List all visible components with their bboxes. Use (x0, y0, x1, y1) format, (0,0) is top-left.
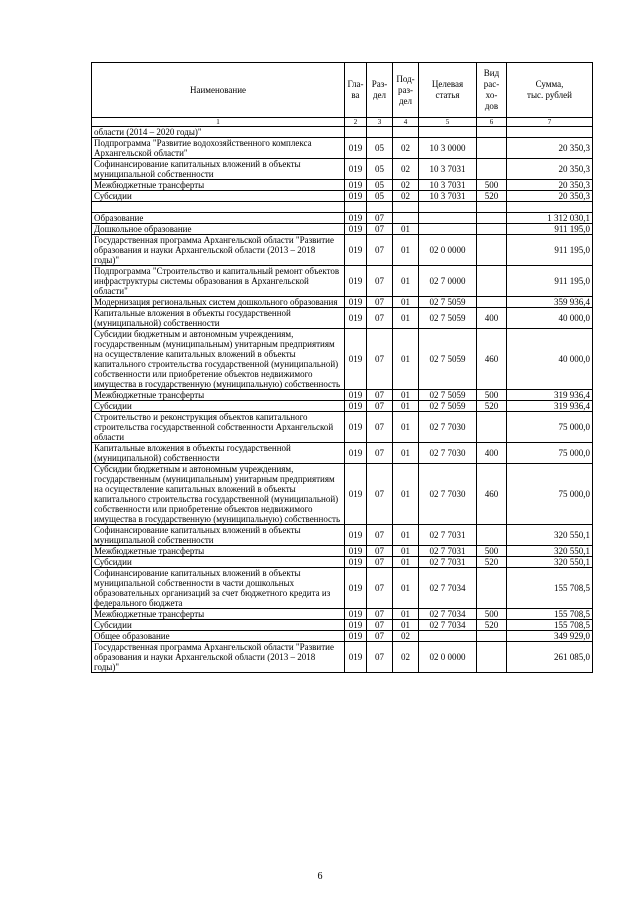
row-chapter: 019 (345, 642, 367, 673)
row-expense-type (477, 235, 507, 266)
row-section: 07 (367, 412, 393, 443)
row-expense-type: 500 (477, 546, 507, 557)
row-name: Софинансирование капитальных вложений в объекты муниципальной собственности в части дошкольных образовательных организаций за счет бюджетного кредита из федерального бюджета (92, 568, 345, 609)
row-section: 05 (367, 180, 393, 191)
row-expense-type: 400 (477, 443, 507, 464)
row-name: Государственная программа Архангельской области "Развитие образования и науки Архангельской области (2013 – 2018 годы)" (92, 642, 345, 673)
row-expense-type (477, 127, 507, 138)
row-sum: 40 000,0 (507, 308, 593, 329)
row-target: 02 7 7031 (419, 546, 477, 557)
row-expense-type (477, 266, 507, 297)
row-expense-type: 500 (477, 609, 507, 620)
row-section (367, 127, 393, 138)
budget-table (91, 62, 593, 673)
row-name: Субсидии (92, 620, 345, 631)
row-sum: 1 312 030,1 (507, 213, 593, 224)
row-target (419, 631, 477, 642)
row-expense-type: 520 (477, 620, 507, 631)
row-section: 07 (367, 266, 393, 297)
row-name: Межбюджетные трансферты (92, 609, 345, 620)
table-body (92, 127, 593, 673)
row-name: Модернизация региональных систем дошкольного образования (92, 297, 345, 308)
row-subsection: 01 (393, 308, 419, 329)
row-sum: 75 000,0 (507, 412, 593, 443)
row-target: 02 7 0000 (419, 266, 477, 297)
row-chapter: 019 (345, 525, 367, 546)
row-chapter: 019 (345, 191, 367, 202)
row-name: Строительство и реконструкция объектов капитального строительства государственной собственности Архангельской области (92, 412, 345, 443)
row-sum: 20 350,3 (507, 191, 593, 202)
row-sum: 911 195,0 (507, 235, 593, 266)
table-row (92, 631, 593, 642)
row-target: 02 7 7034 (419, 568, 477, 609)
row-chapter: 019 (345, 557, 367, 568)
row-sum: 20 350,3 (507, 159, 593, 180)
table-row (92, 308, 593, 329)
column-number: 6 (477, 118, 507, 127)
row-expense-type (477, 202, 507, 213)
row-chapter: 019 (345, 329, 367, 390)
row-name: области (2014 – 2020 годы)" (92, 127, 345, 138)
table-row (92, 609, 593, 620)
row-chapter: 019 (345, 401, 367, 412)
header-target: Целевая статья (419, 63, 477, 118)
column-number: 4 (393, 118, 419, 127)
row-expense-type: 520 (477, 557, 507, 568)
row-chapter: 019 (345, 266, 367, 297)
row-name: Образование (92, 213, 345, 224)
page-number: 6 (317, 871, 323, 882)
row-subsection (393, 127, 419, 138)
row-expense-type (477, 159, 507, 180)
row-sum: 320 550,1 (507, 525, 593, 546)
row-subsection: 01 (393, 224, 419, 235)
row-section: 07 (367, 568, 393, 609)
row-chapter: 019 (345, 464, 367, 525)
row-name: Межбюджетные трансферты (92, 180, 345, 191)
row-name: Субсидии (92, 191, 345, 202)
row-expense-type: 520 (477, 191, 507, 202)
row-chapter: 019 (345, 235, 367, 266)
row-name: Субсидии бюджетным и автономным учреждениям, государственным (муниципальным) унитарным предприятиям на осуществление капитальных вложений в объекты капитального строительства государственной (муниципальной) собственности или приобретение объектов недвижимого имущества в государственную (муниципальную) собственность (92, 329, 345, 390)
row-subsection: 01 (393, 329, 419, 390)
header-name: Наименование (92, 63, 345, 118)
row-subsection: 01 (393, 443, 419, 464)
table-row (92, 138, 593, 159)
row-name: Межбюджетные трансферты (92, 390, 345, 401)
header-chapter: Гла- ва (345, 63, 367, 118)
row-chapter: 019 (345, 546, 367, 557)
row-sum: 20 350,3 (507, 138, 593, 159)
row-expense-type: 460 (477, 329, 507, 390)
row-section: 07 (367, 329, 393, 390)
row-target: 02 7 5059 (419, 329, 477, 390)
row-sum: 40 000,0 (507, 329, 593, 390)
row-name: Капитальные вложения в объекты государственной (муниципальной) собственности (92, 308, 345, 329)
row-section (367, 202, 393, 213)
row-name: Подпрограмма "Развитие водохозяйственного комплекса Архангельской области" (92, 138, 345, 159)
row-subsection: 01 (393, 464, 419, 525)
row-section: 07 (367, 308, 393, 329)
row-chapter (345, 202, 367, 213)
row-sum: 349 929,0 (507, 631, 593, 642)
row-subsection: 01 (393, 235, 419, 266)
row-name: Межбюджетные трансферты (92, 546, 345, 557)
column-number-row (92, 118, 593, 127)
row-expense-type (477, 642, 507, 673)
row-section: 07 (367, 609, 393, 620)
table-row (92, 191, 593, 202)
row-expense-type: 500 (477, 390, 507, 401)
row-target: 02 7 5059 (419, 401, 477, 412)
table-row (92, 412, 593, 443)
row-section: 07 (367, 401, 393, 412)
table-row (92, 525, 593, 546)
row-target (419, 127, 477, 138)
row-subsection: 01 (393, 390, 419, 401)
row-chapter: 019 (345, 443, 367, 464)
row-sum: 75 000,0 (507, 443, 593, 464)
row-chapter: 019 (345, 308, 367, 329)
table-row (92, 642, 593, 673)
table-row (92, 297, 593, 308)
row-sum (507, 202, 593, 213)
row-name (92, 202, 345, 213)
row-target: 02 7 5059 (419, 390, 477, 401)
row-chapter (345, 127, 367, 138)
row-target: 02 7 7031 (419, 557, 477, 568)
row-section: 07 (367, 546, 393, 557)
row-target: 02 7 7030 (419, 412, 477, 443)
row-subsection: 01 (393, 401, 419, 412)
row-subsection: 02 (393, 180, 419, 191)
table-row (92, 235, 593, 266)
row-subsection: 01 (393, 525, 419, 546)
row-target: 10 3 7031 (419, 159, 477, 180)
row-target: 02 0 0000 (419, 642, 477, 673)
row-sum: 320 550,1 (507, 557, 593, 568)
row-subsection: 02 (393, 631, 419, 642)
row-target: 02 0 0000 (419, 235, 477, 266)
table-row (92, 224, 593, 235)
row-expense-type (477, 297, 507, 308)
row-subsection: 01 (393, 620, 419, 631)
row-section: 07 (367, 443, 393, 464)
table-row (92, 127, 593, 138)
row-subsection (393, 213, 419, 224)
row-expense-type (477, 224, 507, 235)
row-target: 02 7 7034 (419, 620, 477, 631)
row-chapter: 019 (345, 609, 367, 620)
row-chapter: 019 (345, 213, 367, 224)
row-name: Субсидии (92, 557, 345, 568)
row-section: 07 (367, 390, 393, 401)
row-target: 02 7 7031 (419, 525, 477, 546)
column-number: 3 (367, 118, 393, 127)
row-target (419, 202, 477, 213)
row-chapter: 019 (345, 631, 367, 642)
table-row (92, 159, 593, 180)
row-sum: 75 000,0 (507, 464, 593, 525)
row-name: Субсидии бюджетным и автономным учреждениям, государственным (муниципальным) унитарным предприятиям на осуществление капитальных вложений в объекты капитального строительства государственной (муниципальной) собственности или приобретение объектов недвижимого имущества в государственную (муниципальную) собственность (92, 464, 345, 525)
header-section: Раз- дел (367, 63, 393, 118)
row-expense-type: 400 (477, 308, 507, 329)
table-row (92, 390, 593, 401)
budget-table-container (91, 62, 592, 673)
row-section: 05 (367, 138, 393, 159)
row-expense-type (477, 525, 507, 546)
row-name: Общее образование (92, 631, 345, 642)
row-target: 02 7 5059 (419, 297, 477, 308)
row-chapter: 019 (345, 180, 367, 191)
table-row (92, 401, 593, 412)
table-row (92, 464, 593, 525)
row-target: 02 7 7030 (419, 443, 477, 464)
row-section: 05 (367, 159, 393, 180)
row-target: 10 3 7031 (419, 191, 477, 202)
row-subsection: 02 (393, 191, 419, 202)
row-target: 02 7 7030 (419, 464, 477, 525)
row-section: 05 (367, 191, 393, 202)
row-expense-type: 520 (477, 401, 507, 412)
column-number: 1 (92, 118, 345, 127)
row-subsection: 02 (393, 642, 419, 673)
row-subsection (393, 202, 419, 213)
header-sum: Сумма, тыс. рублей (507, 63, 593, 118)
row-sum: 155 708,5 (507, 568, 593, 609)
row-name: Государственная программа Архангельской области "Развитие образования и науки Архангельской области (2013 – 2018 годы)" (92, 235, 345, 266)
row-sum: 261 085,0 (507, 642, 593, 673)
row-section: 07 (367, 620, 393, 631)
row-expense-type (477, 213, 507, 224)
column-number: 7 (507, 118, 593, 127)
row-section: 07 (367, 235, 393, 266)
table-row (92, 557, 593, 568)
row-expense-type (477, 412, 507, 443)
row-subsection: 01 (393, 557, 419, 568)
column-number: 5 (419, 118, 477, 127)
row-expense-type (477, 568, 507, 609)
row-chapter: 019 (345, 159, 367, 180)
table-row (92, 202, 593, 213)
row-subsection: 01 (393, 609, 419, 620)
column-number: 2 (345, 118, 367, 127)
row-chapter: 019 (345, 620, 367, 631)
row-name: Дошкольное образование (92, 224, 345, 235)
row-name: Капитальные вложения в объекты государственной (муниципальной) собственности (92, 443, 345, 464)
row-name: Подпрограмма "Строительство и капитальный ремонт объектов инфраструктуры системы образования в Архангельской области" (92, 266, 345, 297)
row-section: 07 (367, 297, 393, 308)
row-expense-type: 500 (477, 180, 507, 191)
row-chapter: 019 (345, 412, 367, 443)
row-sum: 911 195,0 (507, 224, 593, 235)
header-row (92, 63, 593, 118)
table-row (92, 568, 593, 609)
table-row (92, 546, 593, 557)
row-chapter: 019 (345, 224, 367, 235)
table-row (92, 620, 593, 631)
table-row (92, 329, 593, 390)
row-sum: 359 936,4 (507, 297, 593, 308)
table-row (92, 213, 593, 224)
row-subsection: 01 (393, 266, 419, 297)
header-subsection: Под- раз- дел (393, 63, 419, 118)
row-sum: 911 195,0 (507, 266, 593, 297)
row-sum: 155 708,5 (507, 620, 593, 631)
row-sum: 319 936,4 (507, 401, 593, 412)
row-sum: 155 708,5 (507, 609, 593, 620)
row-sum (507, 127, 593, 138)
row-section: 07 (367, 642, 393, 673)
row-name: Софинансирование капитальных вложений в объекты муниципальной собственности (92, 159, 345, 180)
row-target (419, 224, 477, 235)
row-target: 02 7 7034 (419, 609, 477, 620)
row-expense-type: 460 (477, 464, 507, 525)
row-sum: 319 936,4 (507, 390, 593, 401)
row-name: Софинансирование капитальных вложений в объекты муниципальной собственности (92, 525, 345, 546)
row-section: 07 (367, 464, 393, 525)
row-expense-type (477, 631, 507, 642)
row-chapter: 019 (345, 568, 367, 609)
row-target: 10 3 7031 (419, 180, 477, 191)
row-subsection: 01 (393, 297, 419, 308)
row-expense-type (477, 138, 507, 159)
row-section: 07 (367, 557, 393, 568)
table-row (92, 180, 593, 191)
table-row (92, 443, 593, 464)
row-section: 07 (367, 213, 393, 224)
row-sum: 20 350,3 (507, 180, 593, 191)
row-target: 10 3 0000 (419, 138, 477, 159)
row-section: 07 (367, 631, 393, 642)
table-row (92, 266, 593, 297)
header-expense-type: Вид рас- хо- дов (477, 63, 507, 118)
row-target (419, 213, 477, 224)
row-subsection: 02 (393, 138, 419, 159)
row-chapter: 019 (345, 297, 367, 308)
row-subsection: 01 (393, 546, 419, 557)
row-chapter: 019 (345, 390, 367, 401)
row-subsection: 01 (393, 568, 419, 609)
row-subsection: 02 (393, 159, 419, 180)
row-name: Субсидии (92, 401, 345, 412)
row-section: 07 (367, 525, 393, 546)
row-target: 02 7 5059 (419, 308, 477, 329)
row-sum: 320 550,1 (507, 546, 593, 557)
row-chapter: 019 (345, 138, 367, 159)
row-section: 07 (367, 224, 393, 235)
row-subsection: 01 (393, 412, 419, 443)
